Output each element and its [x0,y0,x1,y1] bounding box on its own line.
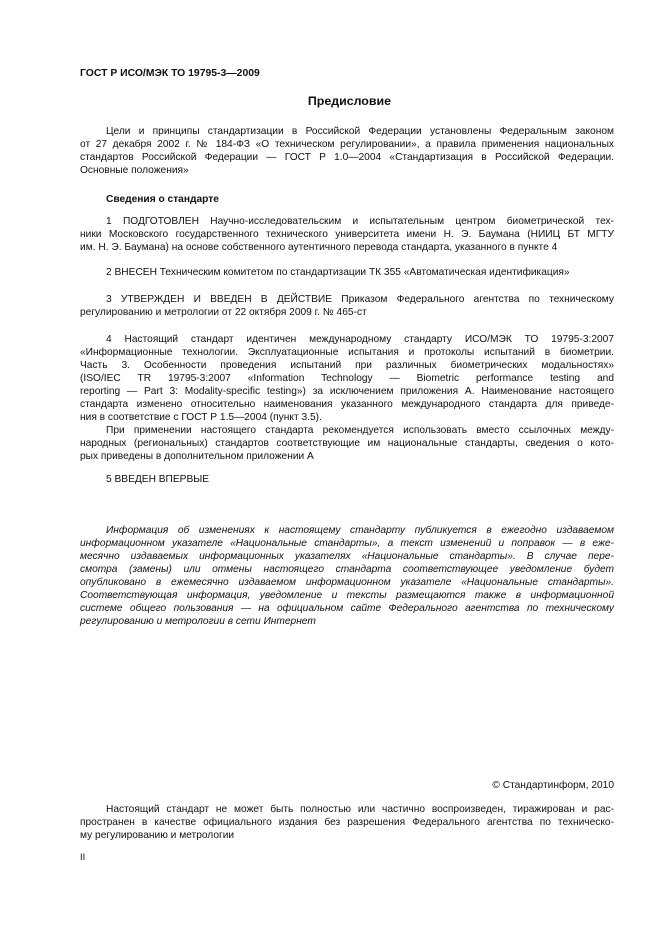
info-heading: Сведения о стандарте [106,194,219,205]
item-line: 3 УТВЕРЖДЕН И ВВЕДЕН В ДЕЙСТВИЕ Приказом Федерального агентства по техническому [106,294,614,305]
item-1-paragraph [80,215,614,254]
item-note-line: народных (региональных) стандартов соответствующие им национальные стандарты, сведения о кото- [80,438,614,449]
intro-line: Основные положения» [80,165,189,176]
item-line: Часть 3. Особенности проведения испытаний при различных биометрических модальностях» [80,360,614,371]
notice-line: месячно издаваемых информационных указателях «Национальные стандарты». В случае пере- [80,551,614,562]
title-text: Предисловие [307,94,391,108]
item-line: стандарта изменено относительно наименования указанного международного стандарта для приведе- [80,399,614,410]
item-note-line: рых приведены в дополнительном приложении А [80,451,314,462]
reproduction-line: Настоящий стандарт не может быть полностью или частично воспроизведен, тиражирован и рас- [106,804,614,815]
item-line: 4 Настоящий стандарт идентичен международному стандарту ИСО/МЭК ТО 19795-3:2007 [106,334,614,345]
notice-line: смотра (замены) или отмены настоящего стандарта соответствующее уведомление будет [80,564,614,575]
item-line: ния в соответствие с ГОСТ Р 1.5—2004 (пункт 3.5). [80,412,322,423]
item-3-paragraph [80,293,614,319]
intro-paragraph [80,125,614,177]
item-line: reporting — Part 3: Modality-specific testing») за исключением приложения А. Наименование настоящего [80,386,614,397]
document-code: ГОСТ Р ИСО/МЭК ТО 19795-3—2009 [80,68,260,79]
item-2-paragraph [80,266,614,279]
notice-line: Информация об изменениях к настоящему стандарту публикуется в ежегодно издаваемом [106,525,614,536]
item-line: 1 ПОДГОТОВЛЕН Научно-исследовательским и испытательным центром биометрической тех- [106,216,614,227]
item-line: 5 ВВЕДЕН ВПЕРВЫЕ [106,474,210,485]
item-line: регулированию и метрологии от 22 октября 2009 г. № 465-ст [80,307,367,318]
item-line: им. Н. Э. Баумана) на основе собственного аутентичного перевода стандарта, указанного в пункте 4 [80,242,558,253]
intro-line: стандартов Российской Федерации — ГОСТ Р 1.0—2004 «Стандартизация в Российской Федерации. [80,152,614,163]
item-line: (ISO/IEC TR 19795-3:2007 «Information Technology — Biometric performance testing and [80,373,614,384]
item-line: 2 ВНЕСЕН Техническим комитетом по стандартизации ТК 355 «Автоматическая идентификация» [106,267,570,278]
page-number: II [80,852,86,863]
intro-line: Цели и принципы стандартизации в Российской Федерации установлены Федеральным законом [106,126,614,137]
notice-line: Соответствующая информация, уведомление и тексты размещаются также в информационной [80,590,614,601]
page-title [80,95,614,108]
item-line: ники Московского государственного технического университета имени Н. Э. Баумана (НИИЦ БТ МГТУ [80,229,614,240]
reproduction-notice [80,803,614,842]
item-4-paragraph [80,333,614,463]
notice-line: системе общего пользования — на официальном сайте Федерального агентства по техническому [80,603,614,614]
notice-line: опубликовано в ежемесячно издаваемом информационном указателе «Национальные стандарты». [80,577,614,588]
item-5-paragraph [80,473,614,486]
item-note-line: При применении настоящего стандарта рекомендуется использовать вместо ссылочных между- [106,425,614,436]
intro-line: от 27 декабря 2002 г. № 184-ФЗ «О техническом регулировании», а правила применения национальных [80,139,614,150]
amendments-notice [80,524,614,628]
item-line: «Информационные технологии. Эксплуатационные испытания и протоколы испытаний в биометрии. [80,347,614,358]
reproduction-line: му регулированию и метрологии [80,830,235,841]
notice-line: регулированию и метрологии в сети Интернет [80,616,316,627]
copyright: © Стандартинформ, 2010 [492,780,614,791]
notice-line: информационном указателе «Национальные стандарты», а текст изменений и поправок — в еже- [80,538,614,549]
reproduction-line: пространен в качестве официального издания без разрешения Федерального агентства по техническо- [80,817,614,828]
